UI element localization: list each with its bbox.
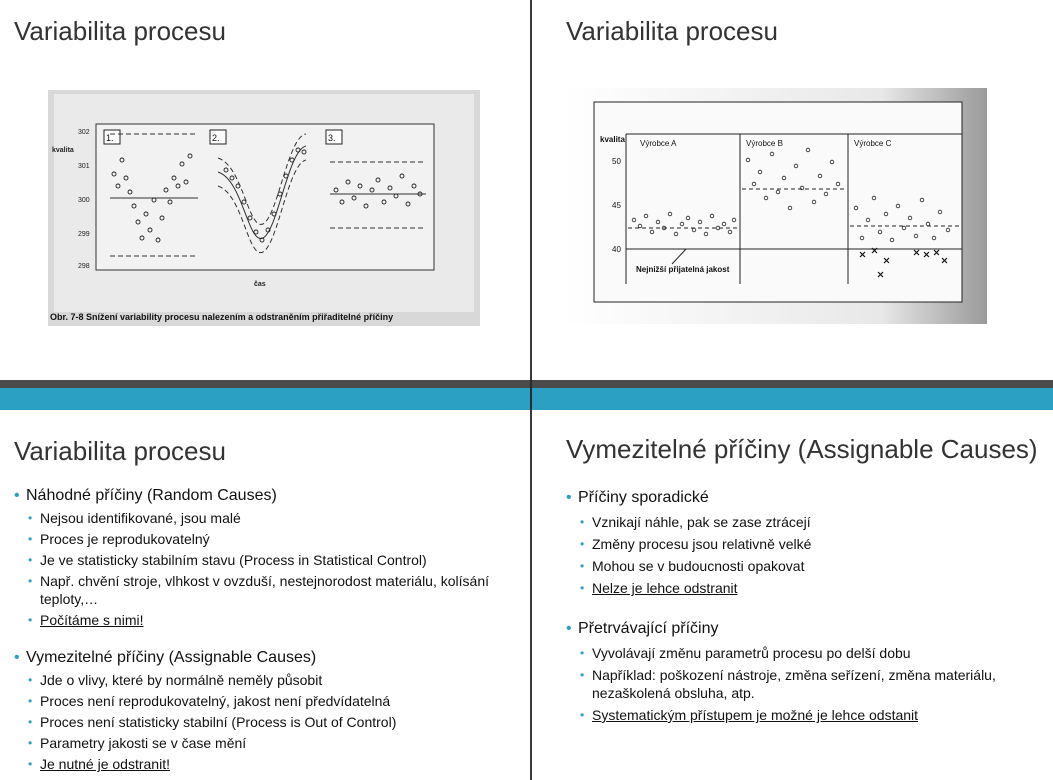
underlined-text: Nelze je lehce odstranit xyxy=(592,580,738,596)
bullet-item xyxy=(566,706,1051,724)
bullet-item: • Například: poškození nástroje, změna seřízení, změna materiálu, nezaškolená obsluha, atp. xyxy=(566,666,1051,702)
bullet-item xyxy=(566,579,1051,597)
slide-title: Variabilita procesu xyxy=(14,16,226,46)
bullet-item: • Vznikají náhle, pak se zase ztrácejí xyxy=(566,513,1051,531)
y-tick: 302 xyxy=(78,129,90,136)
figure-caption: Obr. 7-8 Snížení variability procesu nalezením a odstraněním přiřaditelné příčiny xyxy=(50,312,394,322)
annotation: Nejnižší přijatelná jakost xyxy=(636,265,730,274)
slide-1 xyxy=(0,0,530,380)
scanned-figure-2 xyxy=(562,88,987,324)
y-tick: 40 xyxy=(612,245,621,254)
panel-label: Výrobce B xyxy=(746,139,783,148)
band-divider xyxy=(530,380,532,410)
slide-2 xyxy=(532,0,1053,380)
slide-4 xyxy=(532,410,1053,780)
bullet-heading: • Přetrvávající příčiny xyxy=(566,619,1051,638)
horizontal-divider xyxy=(0,380,1053,388)
bullet-heading: • Vymezitelné příčiny (Assignable Causes) xyxy=(14,648,524,667)
x-axis-label: čas xyxy=(254,281,266,288)
slide-title: Variabilita procesu xyxy=(14,436,226,466)
bullet-item xyxy=(14,755,524,773)
bullet-item: • Parametry jakosti se v čase mění xyxy=(14,734,524,752)
y-tick: 50 xyxy=(612,157,621,166)
bullet-item: • Je ve statisticky stabilním stavu (Process in Statistical Control) xyxy=(14,551,524,569)
slide-body xyxy=(566,488,1051,728)
underlined-text: Je nutné je odstranit! xyxy=(40,756,170,772)
bullet-item: • Proces není reprodukovatelný, jakost není předvídatelná xyxy=(14,692,524,710)
bullet-item: • Jde o vlivy, které by normálně neměly působit xyxy=(14,671,524,689)
underlined-text: Počítáme s nimi! xyxy=(40,612,144,628)
y-tick: 298 xyxy=(78,263,90,270)
y-tick: 299 xyxy=(78,231,90,238)
slide-3 xyxy=(0,410,530,780)
y-tick: 301 xyxy=(78,163,90,170)
underlined-text: Systematickým přístupem je možné je lehce odstanit xyxy=(592,707,919,723)
bullet-item xyxy=(14,611,524,629)
bullet-item: • Nejsou identifikované, jsou malé xyxy=(14,509,524,527)
y-tick: 300 xyxy=(78,197,90,204)
bullet-item: • Proces není statisticky stabilní (Process is Out of Control) xyxy=(14,713,524,731)
bullet-heading: • Příčiny sporadické xyxy=(566,488,1051,507)
panel-label: 2. xyxy=(212,133,220,143)
scanned-figure-1 xyxy=(48,90,480,326)
y-axis-label: kvalita xyxy=(52,147,74,154)
y-axis-label: kvalita xyxy=(600,135,625,144)
bullet-item: • Vyvolávají změnu parametrů procesu po delší dobu xyxy=(566,644,1051,662)
panel-label: 3. xyxy=(328,133,336,143)
panel-label: Výrobce C xyxy=(854,139,892,148)
bullet-item: • Změny procesu jsou relativně velké xyxy=(566,535,1051,553)
y-tick: 45 xyxy=(612,201,621,210)
bullet-item: • Např. chvění stroje, vlhkost v ovzduší, nestejnorodost materiálu, kolísání teploty,… xyxy=(14,572,524,608)
panel-label: Výrobce A xyxy=(640,139,677,148)
bullet-heading: • Náhodné příčiny (Random Causes) xyxy=(14,486,524,505)
panel-label: 1. xyxy=(106,133,114,143)
slide-body xyxy=(14,486,524,776)
bullet-item: • Proces je reprodukovatelný xyxy=(14,530,524,548)
slide-title: Variabilita procesu xyxy=(566,16,778,46)
slide-title: Vymezitelné příčiny (Assignable Causes) xyxy=(566,434,1038,464)
bullet-item: • Mohou se v budoucnosti opakovat xyxy=(566,557,1051,575)
teal-band xyxy=(0,388,1053,410)
